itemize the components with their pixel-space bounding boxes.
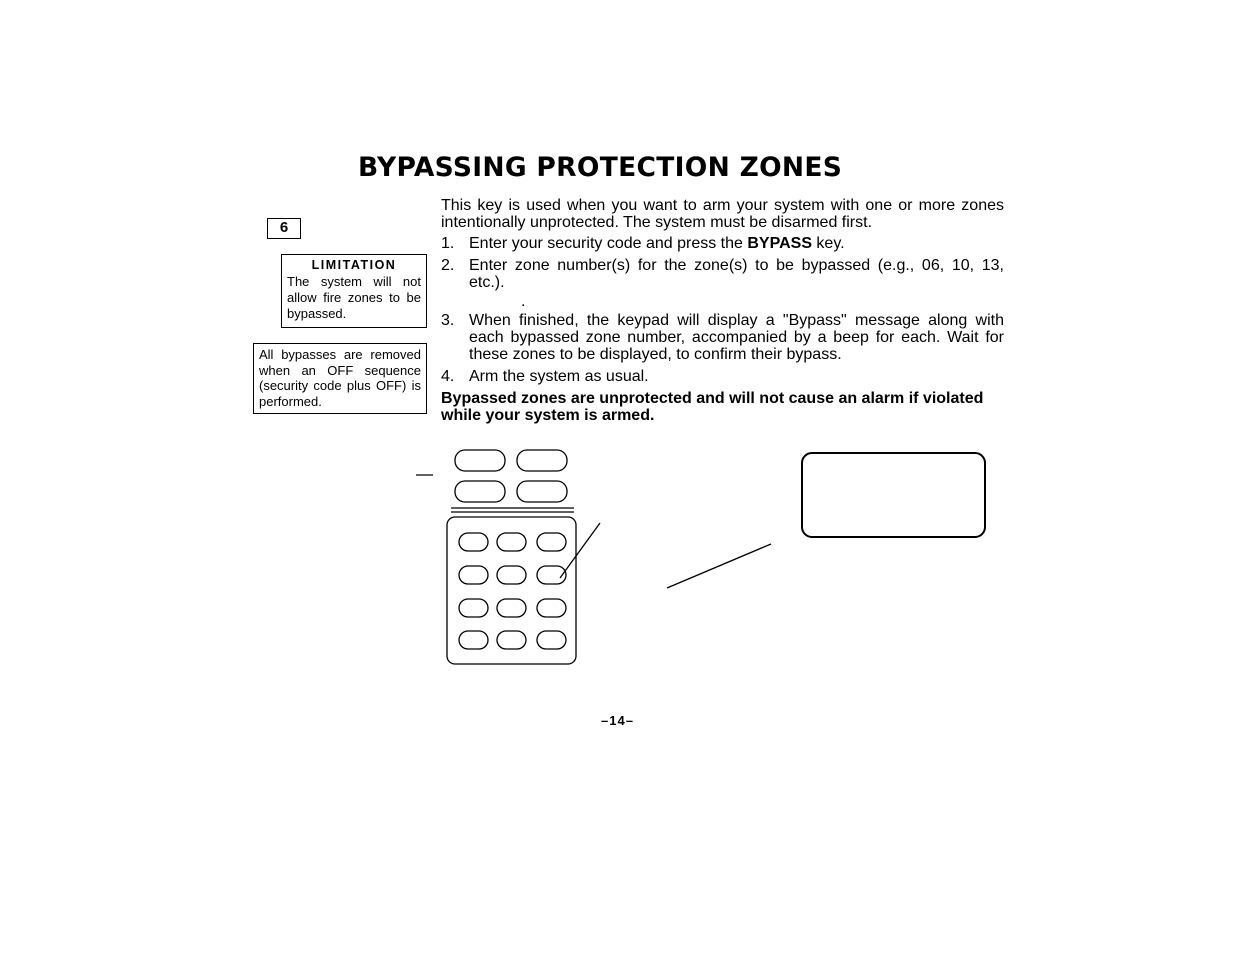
number-key bbox=[459, 631, 488, 649]
bypass-key-name: BYPASS bbox=[747, 235, 812, 252]
limitation-text: The system will not allow fire zones to be bypassed. bbox=[287, 274, 421, 321]
step-number: 2. bbox=[441, 257, 455, 274]
step-text: Enter zone number(s) for the zone(s) to be bypassed (e.g., 06, 10, 13, etc.). bbox=[469, 257, 1004, 291]
leader-line bbox=[667, 544, 771, 588]
function-key bbox=[455, 481, 505, 502]
display-window bbox=[802, 453, 985, 537]
leader-line bbox=[560, 523, 600, 578]
number-key bbox=[459, 533, 488, 551]
number-key bbox=[459, 599, 488, 617]
step-number: 3. bbox=[441, 312, 455, 329]
step-2-extra: . bbox=[521, 293, 526, 310]
limitation-heading: LIMITATION bbox=[311, 258, 397, 272]
step-text: Arm the system as usual. bbox=[469, 368, 649, 385]
step-number: 1. bbox=[441, 235, 455, 252]
function-key bbox=[455, 450, 505, 471]
number-key bbox=[497, 631, 526, 649]
step-number: 4. bbox=[441, 368, 455, 385]
intro-paragraph: This key is used when you want to arm your system with one or more zones intentionally unprotected. The system must be disarmed first. bbox=[441, 197, 1004, 231]
function-key bbox=[517, 481, 567, 502]
bypass-note-box: All bypasses are removed when an OFF sequence (security code plus OFF) is performed. bbox=[253, 343, 427, 414]
number-key bbox=[497, 566, 526, 584]
step-text: When finished, the keypad will display a "Bypass" message along with each bypassed zone number, accompanied by a beep for each. Wait for these zones to be displayed, to confirm their bypass. bbox=[469, 312, 1004, 363]
number-key bbox=[537, 631, 566, 649]
number-key bbox=[537, 599, 566, 617]
step-text: Enter your security code and press the bbox=[469, 235, 748, 252]
key-number-badge: 6 bbox=[267, 218, 301, 239]
function-key bbox=[517, 450, 567, 471]
number-pad-outline bbox=[447, 517, 576, 664]
number-key bbox=[537, 533, 566, 551]
number-key bbox=[497, 533, 526, 551]
warning-text: Bypassed zones are unprotected and will not cause an alarm if violated while your system is armed. bbox=[441, 390, 984, 424]
step-text-end: key. bbox=[811, 235, 845, 252]
number-key bbox=[459, 566, 488, 584]
page-title: BYPASSING PROTECTION ZONES bbox=[358, 152, 843, 183]
number-key bbox=[497, 599, 526, 617]
page-number: –14– bbox=[601, 713, 634, 728]
